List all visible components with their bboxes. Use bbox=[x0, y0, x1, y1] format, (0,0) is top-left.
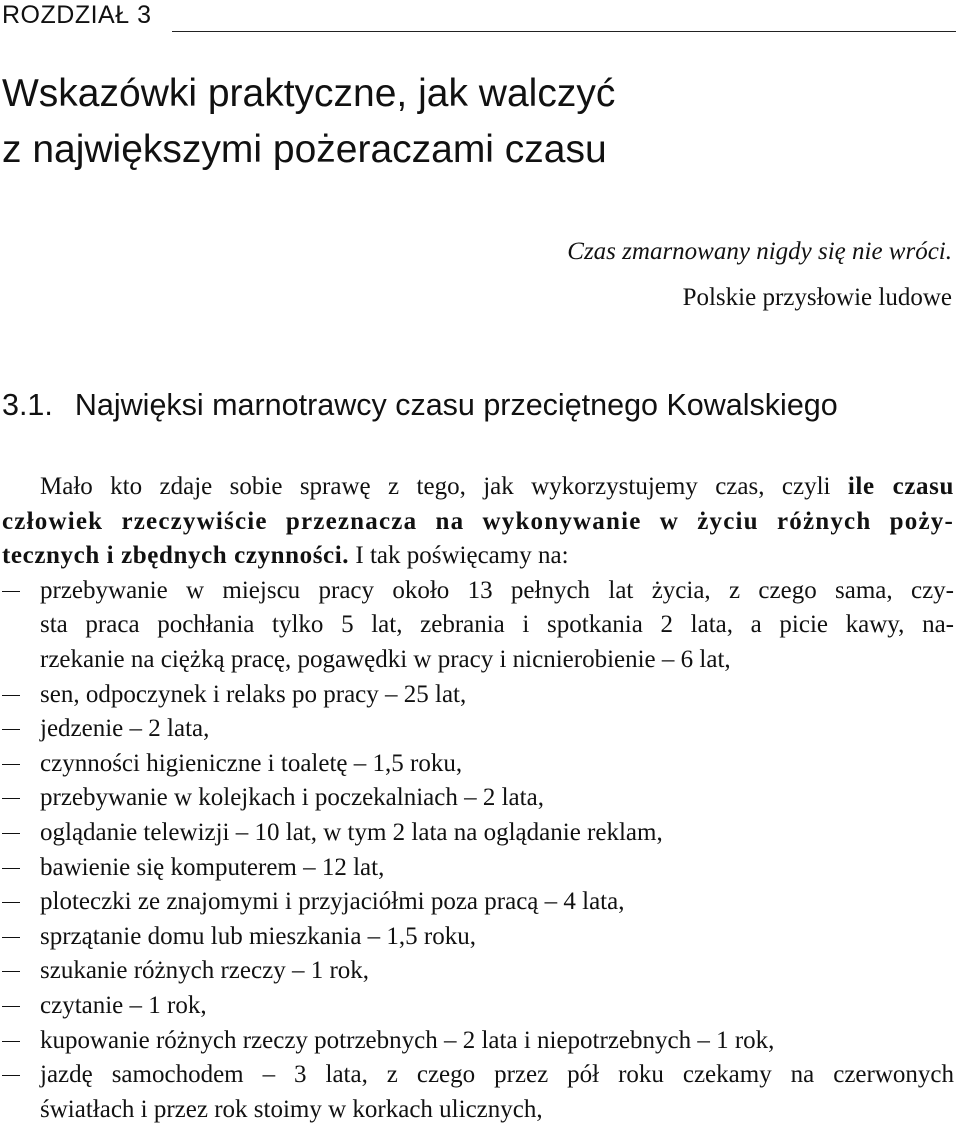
list-item-text: czytanie – 1 rok, bbox=[40, 991, 207, 1019]
list-item-line bbox=[2, 816, 954, 851]
intro-bold-text: tecznych i zbędnych czynności. bbox=[2, 542, 350, 570]
section-title: Najwięksi marnotrawcy czasu przeciętnego Kowalskiego bbox=[74, 388, 838, 422]
list-item bbox=[2, 1058, 954, 1127]
dash-bullet-icon bbox=[2, 729, 20, 730]
list-item bbox=[2, 1024, 954, 1059]
dash-bullet-icon bbox=[2, 833, 20, 834]
list-item-text: rzekanie na ciężką pracę, pogawędki w pracy i nicnierobienie – 6 lat, bbox=[40, 645, 731, 673]
dash-bullet-icon bbox=[2, 1041, 20, 1042]
intro-text: Mało kto zdaje sobie sprawę z tego, jak wykorzystujemy czas, czyli bbox=[40, 473, 831, 500]
dash-bullet-icon bbox=[2, 902, 20, 903]
list-item bbox=[2, 920, 954, 955]
list-item bbox=[2, 712, 954, 747]
dash-bullet-icon bbox=[2, 591, 20, 592]
list-item-text: przebywanie w miejscu pracy około 13 pełnych lat życia, z czego sama, czy- bbox=[40, 576, 954, 604]
time-usage-list bbox=[2, 574, 954, 1127]
dash-bullet-icon bbox=[2, 1075, 20, 1076]
list-item-line bbox=[2, 712, 954, 747]
dash-bullet-icon bbox=[2, 764, 20, 765]
list-item-line bbox=[2, 608, 954, 643]
intro-bold-text: człowiek rzeczywiście przeznacza na wykonywanie w życiu różnych poży- bbox=[2, 507, 954, 535]
intro-line bbox=[2, 505, 954, 540]
list-item bbox=[2, 816, 954, 851]
list-item bbox=[2, 747, 954, 782]
list-item-line bbox=[2, 1093, 954, 1127]
dash-bullet-icon bbox=[2, 868, 20, 869]
list-item-text: ploteczki ze znajomymi i przyjaciółmi poza pracą – 4 lata, bbox=[40, 888, 625, 916]
list-item bbox=[2, 678, 954, 713]
dash-bullet-icon bbox=[2, 695, 20, 696]
intro-text: I tak poświęcamy na: bbox=[355, 542, 569, 570]
chapter-title bbox=[2, 66, 952, 178]
list-item-line bbox=[2, 989, 954, 1024]
section-number: 3.1. bbox=[2, 388, 53, 422]
list-item-text: przebywanie w kolejkach i poczekalniach – 2 lata, bbox=[40, 784, 544, 812]
list-item-line bbox=[2, 885, 954, 920]
list-item-line bbox=[2, 574, 954, 609]
list-item bbox=[2, 781, 954, 816]
list-item-line bbox=[2, 920, 954, 955]
list-item-text: sprzątanie domu lub mieszkania – 1,5 roku, bbox=[40, 922, 476, 950]
list-item-text: bawienie się komputerem – 12 lat, bbox=[40, 853, 385, 881]
list-item-line bbox=[2, 1024, 954, 1059]
chapter-label: ROZDZIAŁ 3 bbox=[2, 1, 152, 29]
dash-bullet-icon bbox=[2, 971, 20, 972]
list-item-text: światłach i przez rok stoimy w korkach ulicznych, bbox=[40, 1095, 543, 1123]
list-item-text: jedzenie – 2 lata, bbox=[40, 715, 210, 743]
list-item-line bbox=[2, 678, 954, 713]
list-item bbox=[2, 989, 954, 1024]
list-item-text: oglądanie telewizji – 10 lat, w tym 2 lata na oglądanie reklam, bbox=[40, 818, 663, 846]
list-item bbox=[2, 954, 954, 989]
section-heading bbox=[2, 383, 838, 427]
list-item-text: szukanie różnych rzeczy – 1 rok, bbox=[40, 957, 370, 985]
intro-bold-text: ile czasu bbox=[847, 473, 954, 500]
list-item bbox=[2, 851, 954, 886]
dash-bullet-icon bbox=[2, 1006, 20, 1007]
list-item-text: sta praca pochłania tylko 5 lat, zebrania i spotkania 2 lata, a picie kawy, na- bbox=[40, 611, 954, 639]
list-item-text: kupowanie różnych rzeczy potrzebnych – 2 lata i niepotrzebnych – 1 rok, bbox=[40, 1026, 775, 1054]
list-item-text: czynności higieniczne i toaletę – 1,5 roku, bbox=[40, 749, 463, 777]
epigraph-source: Polskie przysłowie ludowe bbox=[682, 284, 952, 311]
list-item-text: jazdę samochodem – 3 lata, z czego przez pół roku czekamy na czerwonych bbox=[40, 1061, 954, 1089]
body-text bbox=[2, 470, 954, 1127]
list-item bbox=[2, 885, 954, 920]
chapter-title-line: z największymi pożeraczami czasu bbox=[2, 128, 607, 171]
intro-line bbox=[2, 470, 954, 505]
chapter-header-rule bbox=[172, 31, 956, 32]
list-item-text: sen, odpoczynek i relaks po pracy – 25 lat, bbox=[40, 680, 467, 708]
list-item-line bbox=[2, 747, 954, 782]
list-item bbox=[2, 574, 954, 678]
intro-line bbox=[2, 539, 954, 574]
list-item-line bbox=[2, 781, 954, 816]
list-item-line bbox=[2, 643, 954, 678]
list-item-line bbox=[2, 1058, 954, 1093]
epigraph-quote: Czas zmarnowany nigdy się nie wróci. bbox=[567, 238, 952, 265]
list-item-line bbox=[2, 851, 954, 886]
chapter-title-line: Wskazówki praktyczne, jak walczyć bbox=[2, 72, 616, 115]
dash-bullet-icon bbox=[2, 798, 20, 799]
list-item-line bbox=[2, 954, 954, 989]
dash-bullet-icon bbox=[2, 937, 20, 938]
